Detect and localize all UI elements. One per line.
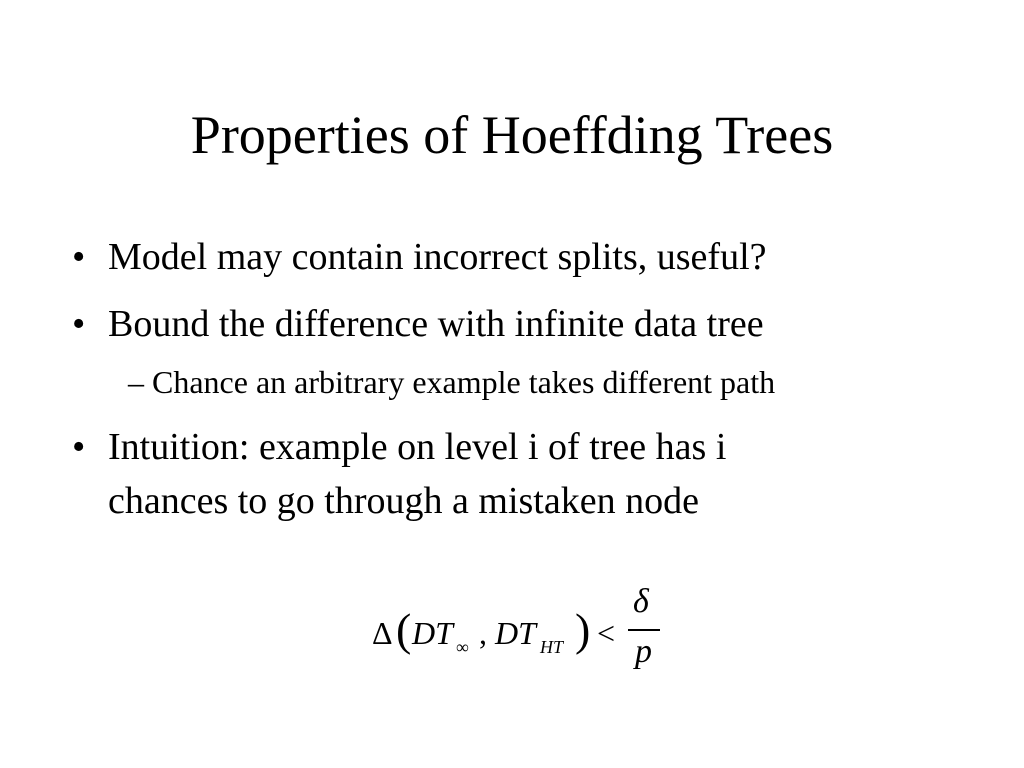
formula-fraction-bar	[628, 629, 660, 631]
bullet-text-line2: chances to go through a mistaken node	[108, 480, 699, 522]
formula-open-paren: (	[396, 604, 412, 655]
bullet-marker: •	[72, 303, 86, 345]
sub-bullet-text: Chance an arbitrary example takes different path	[152, 364, 776, 400]
formula-dt1: DT	[412, 615, 453, 651]
formula	[368, 585, 678, 685]
bullet-marker: •	[72, 236, 86, 278]
formula-less-than: <	[597, 615, 616, 651]
formula-comma: ,	[479, 615, 487, 651]
formula-numerator: δ	[633, 583, 649, 620]
formula-close-paren: )	[575, 604, 591, 655]
sub-bullet-item	[128, 362, 775, 402]
formula-delta: Δ	[372, 615, 393, 651]
sub-bullet-marker: –	[128, 364, 144, 400]
formula-sub2: HT	[540, 637, 564, 657]
formula-sub1: ∞	[456, 637, 469, 657]
bullet-text: Bound the difference with infinite data tree	[108, 303, 764, 345]
bullet-text: Intuition: example on level i of tree has i	[108, 426, 727, 468]
formula-denominator: p	[635, 633, 652, 670]
slide-title: Properties of Hoeffding Trees	[190, 105, 834, 165]
formula-dt2: DT	[495, 615, 536, 651]
bullet-text: Model may contain incorrect splits, useful?	[108, 236, 767, 278]
bullet-marker: •	[72, 426, 86, 468]
